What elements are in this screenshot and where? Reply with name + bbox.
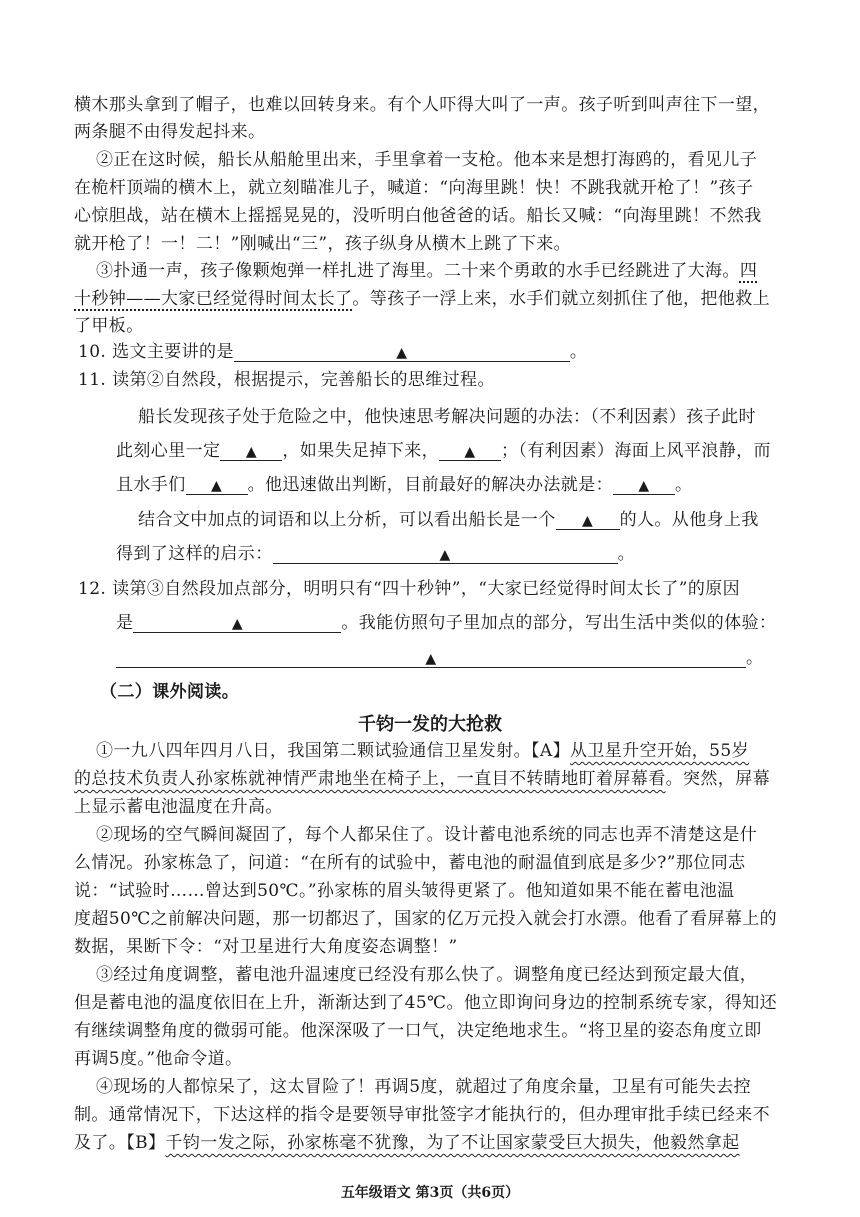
- triangle-marker-icon: ▲: [582, 513, 594, 529]
- triangle-marker-icon: ▲: [638, 478, 650, 494]
- question-12: [78, 578, 740, 600]
- passage-line: 有继续调整角度的微弱可能。他深深吸了一口气，决定绝地求生。“将卫星的姿态角度立即: [74, 1021, 762, 1041]
- passage-line: 就开枪了！一！二！”刚喊出“三”，孩子纵身从横木上跳了下来。: [74, 234, 572, 254]
- passage-line: 了甲板。: [74, 316, 144, 336]
- question-number: 10.: [78, 342, 107, 362]
- passage-line: ①一九八四年四月八日，我国第二颗试验通信卫星发射。【A】从卫星升空开始，55岁: [96, 741, 750, 761]
- passage-line: 的总技术负责人孙家栋就神情严肃地坐在椅子上，一直目不转睛地盯着屏幕看。突然，屏幕: [74, 769, 771, 789]
- question-line: 船长发现孩子处于危险之中，他快速思考解决问题的办法：（不利因素）孩子此时: [138, 407, 756, 427]
- triangle-marker-icon: ▲: [245, 444, 257, 460]
- answer-blank[interactable]: [133, 614, 341, 633]
- answer-blank[interactable]: [234, 343, 570, 362]
- section-heading: （二）课外阅读。: [100, 682, 240, 702]
- passage-line: 说：“试验时……曾达到50℃。”孙家栋的眉头皱得更紧了。他知道如果不能在蓄电池温: [74, 881, 735, 901]
- triangle-marker-icon: ▲: [396, 345, 408, 361]
- question-text: 读第②自然段，根据提示，完善船长的思维过程。: [112, 370, 495, 390]
- passage-line: 再调5度。”他命令道。: [74, 1049, 243, 1069]
- triangle-marker-icon: ▲: [211, 478, 223, 494]
- answer-blank[interactable]: [220, 442, 282, 461]
- passage-text: 。等孩子一浮上来，水手们就立刻抓住了他，把他救上: [352, 289, 771, 309]
- passage-line: 么情况。孙家栋急了，问道：“在所有的试验中，蓄电池的耐温值到底是多少?”那位同志: [74, 853, 746, 873]
- article-title: 千钧一发的大抢救: [358, 714, 502, 735]
- wavy-phrase: 的总技术负责人孙家栋就神情严肃地坐在椅子上，一直目不转睛地盯着屏幕看: [74, 769, 666, 789]
- question-text: 选文主要讲的是: [112, 342, 234, 362]
- dotted-phrase: 十秒钟——大家已经觉得时间太长了: [74, 289, 353, 309]
- passage-line: [74, 288, 770, 310]
- passage-line: 横木那头拿到了帽子，也难以回转身来。有个人吓得大叫了一声。孩子听到叫声往下一望，: [74, 95, 770, 115]
- answer-blank[interactable]: [556, 511, 620, 530]
- answer-blank[interactable]: [439, 442, 501, 461]
- passage-line: 在桅杆顶端的横木上，就立刻瞄准儿子，喊道：“向海里跳！快！不跳我就开枪了！”孩子: [74, 178, 754, 198]
- triangle-marker-icon: ▲: [439, 547, 451, 563]
- passage-line: 及了。【B】千钧一发之际，孙家栋毫不犹豫，为了不让国家蒙受巨大损失，他毅然拿起: [74, 1133, 740, 1153]
- question-line: 结合文中加点的词语和以上分析，可以看出船长是一个 ▲ 的人。从他身上我: [138, 510, 759, 530]
- passage-line: 制。通常情况下，下达这样的指令是要领导审批签字才能执行的，但办理审批手续已经来不: [74, 1105, 770, 1125]
- wavy-phrase: 从卫星升空开始，55岁: [569, 741, 750, 761]
- question-number: 12.: [78, 579, 107, 599]
- triangle-marker-icon: ▲: [425, 651, 437, 667]
- dotted-phrase: 四: [739, 261, 758, 281]
- question-line: ▲ 。: [116, 647, 763, 669]
- answer-blank[interactable]: [273, 545, 618, 564]
- answer-blank[interactable]: [116, 649, 746, 668]
- wavy-phrase: 千钧一发之际，孙家栋毫不犹豫，为了不让国家蒙受巨大损失，他毅然拿起: [165, 1133, 740, 1153]
- question-text: 读第③自然段加点部分，明明只有“四十秒钟”，“大家已经觉得时间太长了”的原因: [112, 579, 741, 599]
- page-footer: 五年级语文 第3页（共6页）: [340, 1185, 520, 1201]
- triangle-marker-icon: ▲: [464, 444, 476, 460]
- passage-line: [96, 260, 757, 282]
- question-line: 且水手们 ▲ 。他迅速做出判断，目前最好的解决办法就是： ▲ 。: [116, 475, 693, 495]
- passage-line: ④现场的人都惊呆了，这太冒险了！再调5度，就超过了角度余量，卫星有可能失去控: [96, 1077, 752, 1097]
- passage-line: 度超50℃之前解决问题，那一切都迟了，国家的亿万元投入就会打水漂。他看了看屏幕上的: [74, 909, 778, 929]
- question-10: 10. 选文主要讲的是 ▲ 。: [78, 342, 588, 362]
- answer-blank[interactable]: [186, 476, 248, 495]
- question-line: 此刻心里一定 ▲ ，如果失足掉下来， ▲ ；（有利因素）海面上风平浪静，而: [116, 441, 771, 461]
- passage-line: 心惊胆战，站在横木上摇摇晃晃的，没听明白他爸爸的话。船长又喊：“向海里跳！不然我: [74, 206, 762, 226]
- passage-line: ③经过角度调整，蓄电池升温速度已经没有那么快了。调整角度已经达到预定最大值，: [96, 965, 758, 985]
- question-line: 得到了这样的启示： ▲ 。: [116, 544, 636, 564]
- answer-blank[interactable]: [613, 476, 675, 495]
- passage-line: ②正在这时候，船长从船舱里出来，手里拿着一支枪。他本来是想打海鸥的，看见儿子: [96, 150, 758, 170]
- passage-line: 但是蓄电池的温度依旧在上升，渐渐达到了45℃。他立即询问身边的控制系统专家，得知还: [74, 993, 778, 1013]
- passage-line: 上显示蓄电池温度在升高。: [74, 797, 283, 817]
- passage-line: ②现场的空气瞬间凝固了，每个人都呆住了。设计蓄电池系统的同志也弄不清楚这是什: [96, 825, 758, 845]
- question-line: 是 ▲ 。我能仿照句子里加点的部分，写出生活中类似的体验：: [116, 613, 777, 633]
- question-11: [78, 369, 495, 391]
- triangle-marker-icon: ▲: [231, 616, 243, 632]
- passage-text: ③扑通一声，孩子像颗炮弹一样扎进了海里。二十来个勇敢的水手已经跳进了大海。: [96, 261, 740, 281]
- question-number: 11.: [78, 370, 107, 390]
- passage-line: 数据，果断下令：“对卫星进行大角度姿态调整！”: [74, 937, 458, 957]
- passage-line: 两条腿不由得发起抖来。: [74, 122, 266, 142]
